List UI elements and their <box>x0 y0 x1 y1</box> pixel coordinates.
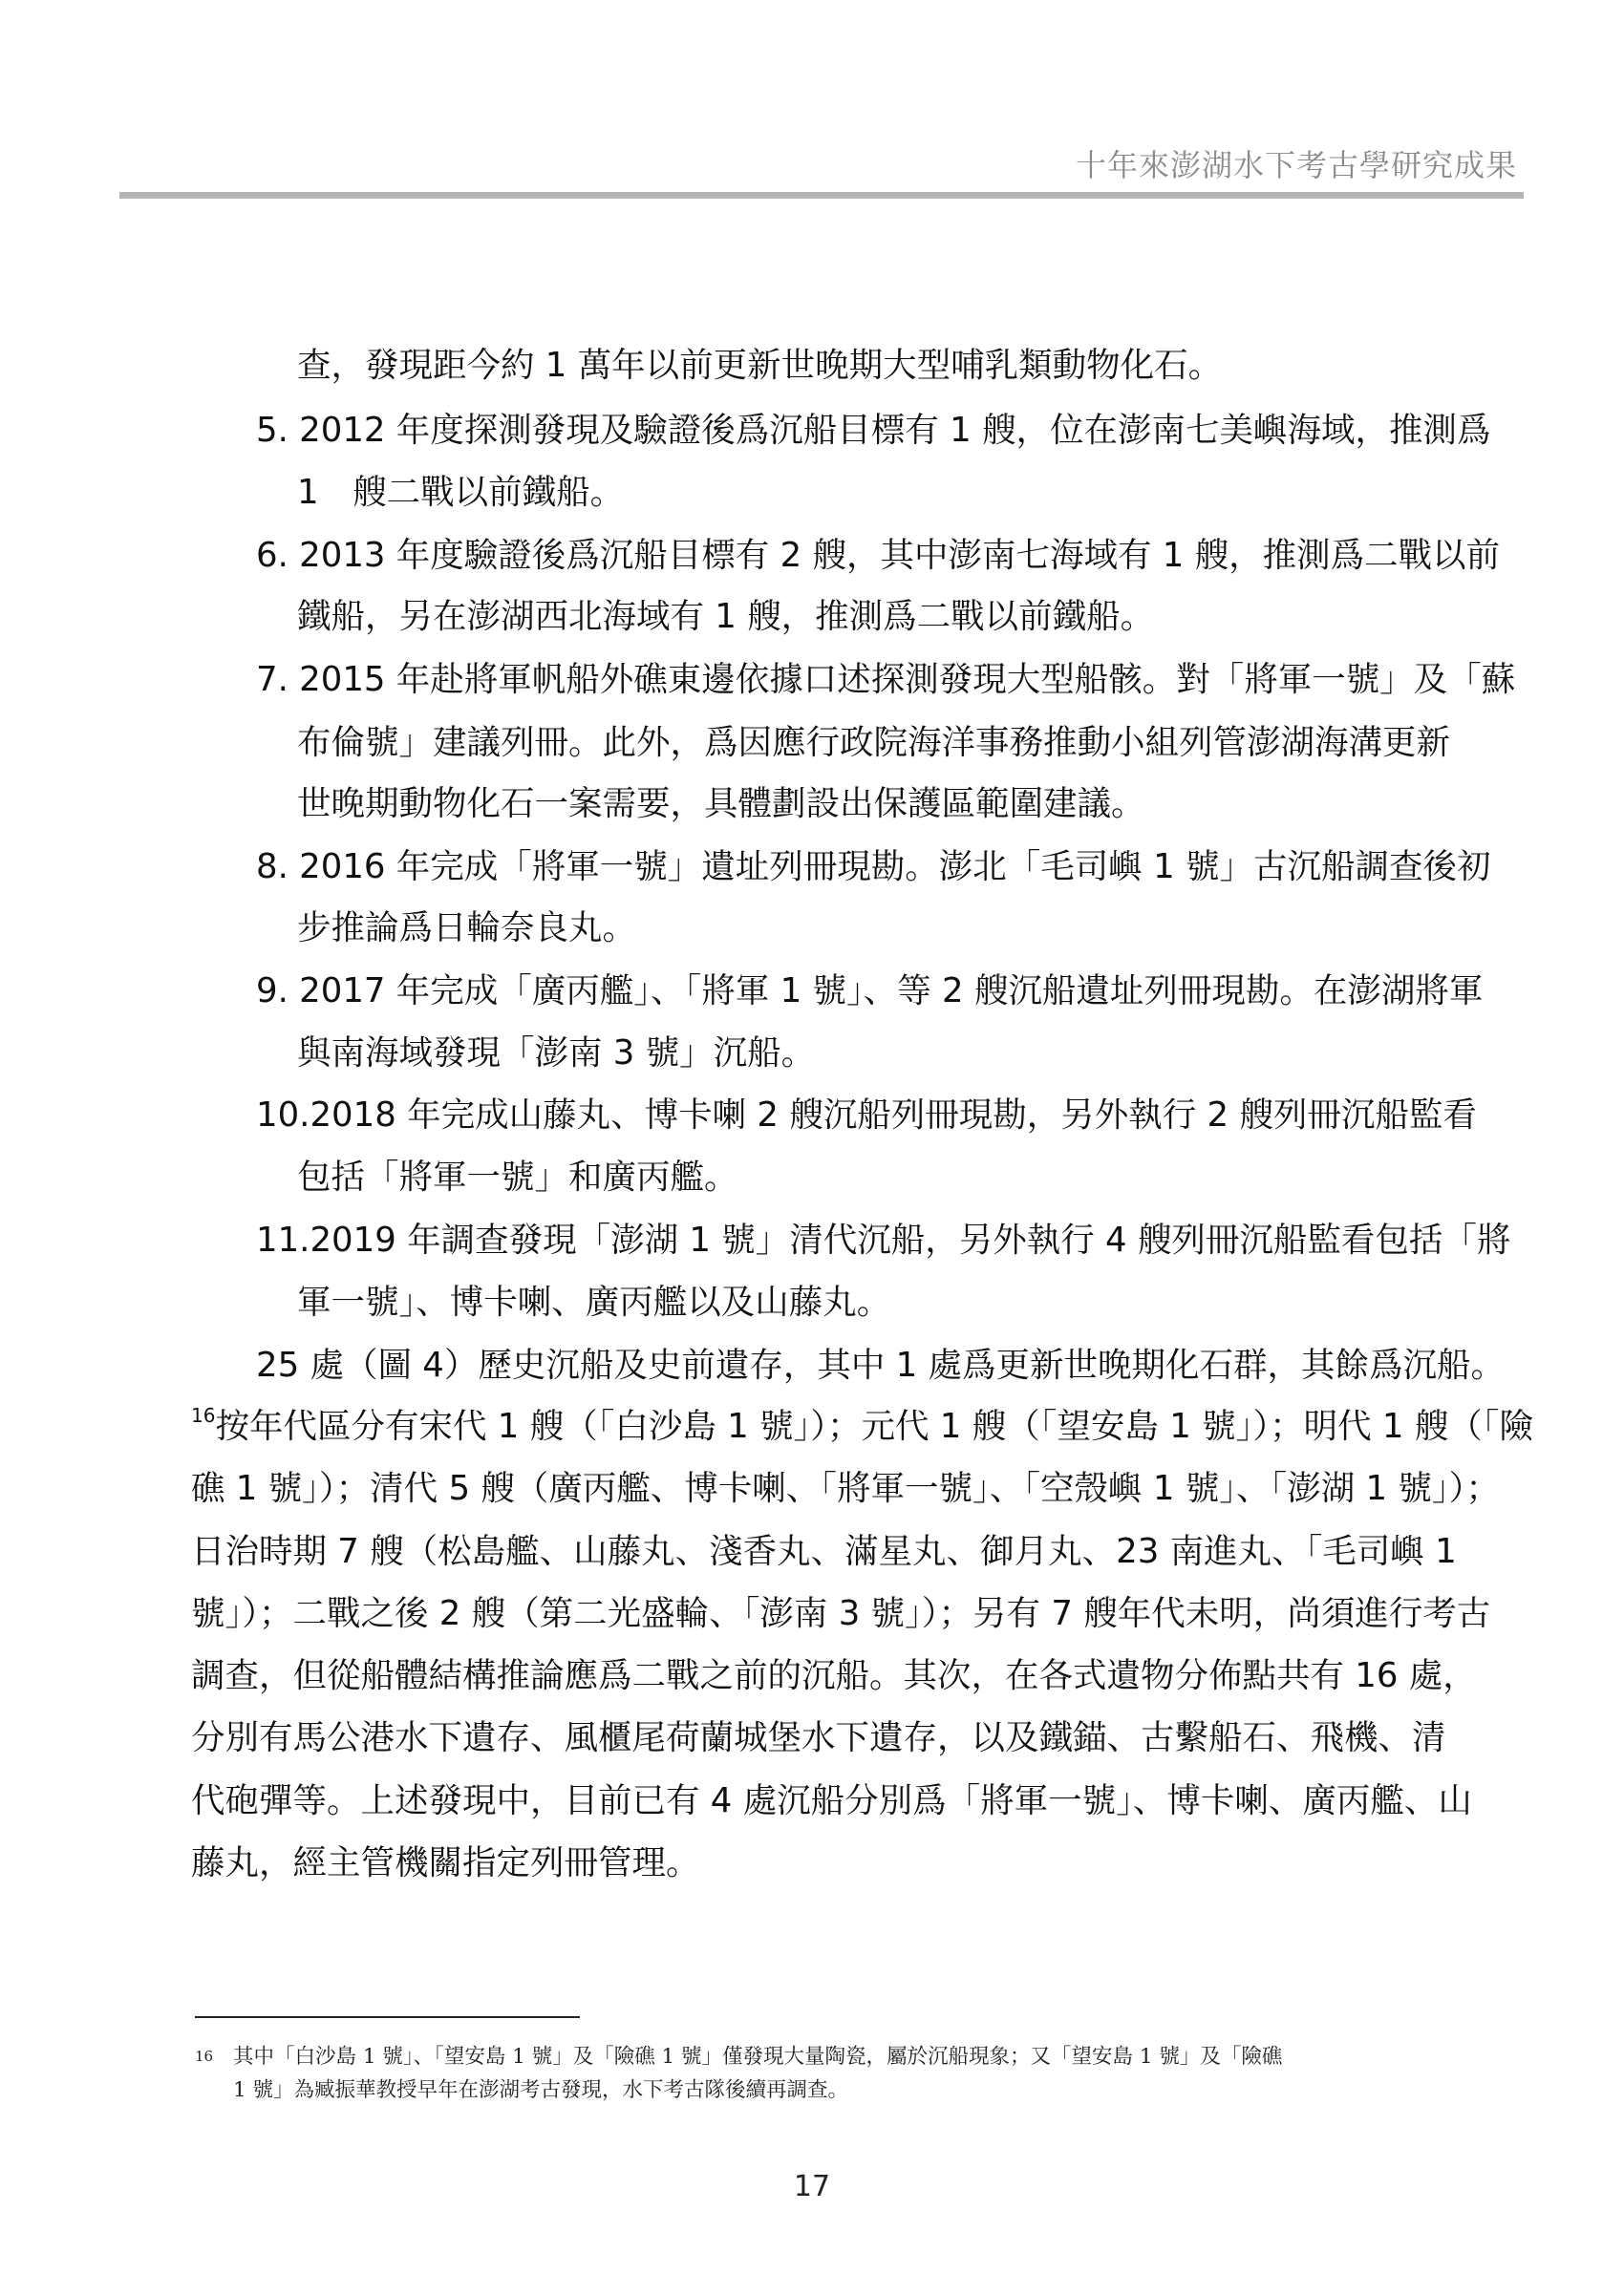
paragraph-line: 分別有馬公港水下遺存、風櫃尾荷蘭城堡水下遺存，以及鐵錨、古繫船石、飛機、清 <box>191 1718 1446 1757</box>
list-item-6: 6. 2013 年度驗證後爲沉船目標有 2 艘，其中澎南七海域有 1 艘，推測爲二戰以前 <box>256 536 1501 575</box>
list-item-8: 8. 2016 年完成「將軍一號」遺址列冊現勘。澎北「毛司嶼 1 號」古沉船調查後初 <box>256 847 1491 886</box>
page-number: 17 <box>793 2170 831 2203</box>
header-rule <box>119 192 1524 199</box>
body-line: 軍一號」、博卡喇、廣丙艦以及山藤丸。 <box>297 1283 891 1322</box>
body-line: 鐵船，另在澎湖西北海域有 1 艘，推測爲二戰以前鐵船。 <box>297 597 1155 636</box>
body-line: 世晚期動物化石一案需要，具體劃設出保護區範圍建議。 <box>297 784 1145 823</box>
body-line: 步推論爲日輪奈良丸。 <box>297 908 637 947</box>
body-line: 包括「將軍一號」和廣丙艦。 <box>297 1158 738 1197</box>
page-header-title: 十年來澎湖水下考古學研究成果 <box>1075 147 1517 183</box>
list-item-10: 10.2018 年完成山藤丸、博卡喇 2 艘沉船列冊現勘，另外執行 2 艘列冊沉船監看 <box>256 1095 1477 1135</box>
paragraph-line: 藤丸，經主管機關指定列冊管理。 <box>191 1843 700 1882</box>
paragraph-line: 日治時期 7 艘（松島艦、山藤丸、淺香丸、滿星丸、御月丸、23 南進丸、「毛司嶼 1 <box>191 1532 1457 1571</box>
body-line: 與南海域發現「澎南 3 號」沉船。 <box>297 1033 816 1073</box>
footnote-rule <box>195 2016 580 2018</box>
footnote-mark: 16 <box>195 2048 214 2065</box>
paragraph-line-text: 按年代區分有宋代 1 艘（「白沙島 1 號」）；元代 1 艘（「望安島 1 號」）；明代 1 艘（「險 <box>215 1407 1533 1446</box>
paragraph-line: 代砲彈等。上述發現中，目前已有 4 處沉船分別爲「將軍一號」、博卡喇、廣丙艦、山 <box>191 1781 1472 1820</box>
body-line: 1 艘二戰以前鐵船。 <box>297 473 625 512</box>
body-line: 查，發現距今約 1 萬年以前更新世晚期大型哺乳類動物化石。 <box>297 346 1223 385</box>
list-item-7: 7. 2015 年赴將軍帆船外礁東邊依據口述探測發現大型船骸。對「將軍一號」及「蘇 <box>256 660 1516 699</box>
footnote-line: 1 號」為臧振華教授早年在澎湖考古發現，水下考古隊後續再調查。 <box>233 2078 849 2102</box>
list-item-11: 11.2019 年調查發現「澎湖 1 號」清代沉船，另外執行 4 艘列冊沉船監看包括「將 <box>256 1221 1511 1260</box>
paragraph-line: 25 處（圖 4）歷史沉船及史前遺存，其中 1 處爲更新世晚期化石群，其餘爲沉船。 <box>256 1346 1505 1385</box>
paragraph-line: 調查，但從船體結構推論應爲二戰之前的沉船。其次，在各式遺物分佈點共有 16 處， <box>191 1656 1477 1695</box>
footnote-reference[interactable]: 16 <box>191 1404 216 1427</box>
paragraph-line: 號」）；二戰之後 2 艘（第二光盛輪、「澎南 3 號」）；另有 7 艘年代未明，尚須進行考古 <box>191 1594 1491 1633</box>
paragraph-line: 礁 1 號」）；清代 5 艘（廣丙艦、博卡喇、「將軍一號」、「空殼嶼 1 號」、「澎湖 1 號」）； <box>191 1469 1500 1508</box>
list-item-9: 9. 2017 年完成「廣丙艦」、「將軍 1 號」、等 2 艘沉船遺址列冊現勘。在澎湖將軍 <box>256 971 1484 1010</box>
list-item-5: 5. 2012 年度探測發現及驗證後爲沉船目標有 1 艘，位在澎南七美嶼海域，推測爲 <box>256 411 1491 450</box>
footnote-line: 其中「白沙島 1 號」、「望安島 1 號」及「險礁 1 號」僅發現大量陶瓷，屬於沉船現象；又「望安島 1 號」及「險礁 <box>233 2045 1283 2069</box>
body-line: 布倫號」建議列冊。此外，爲因應行政院海洋事務推動小組列管澎湖海溝更新 <box>297 723 1451 762</box>
paragraph-line <box>191 1404 1533 1446</box>
